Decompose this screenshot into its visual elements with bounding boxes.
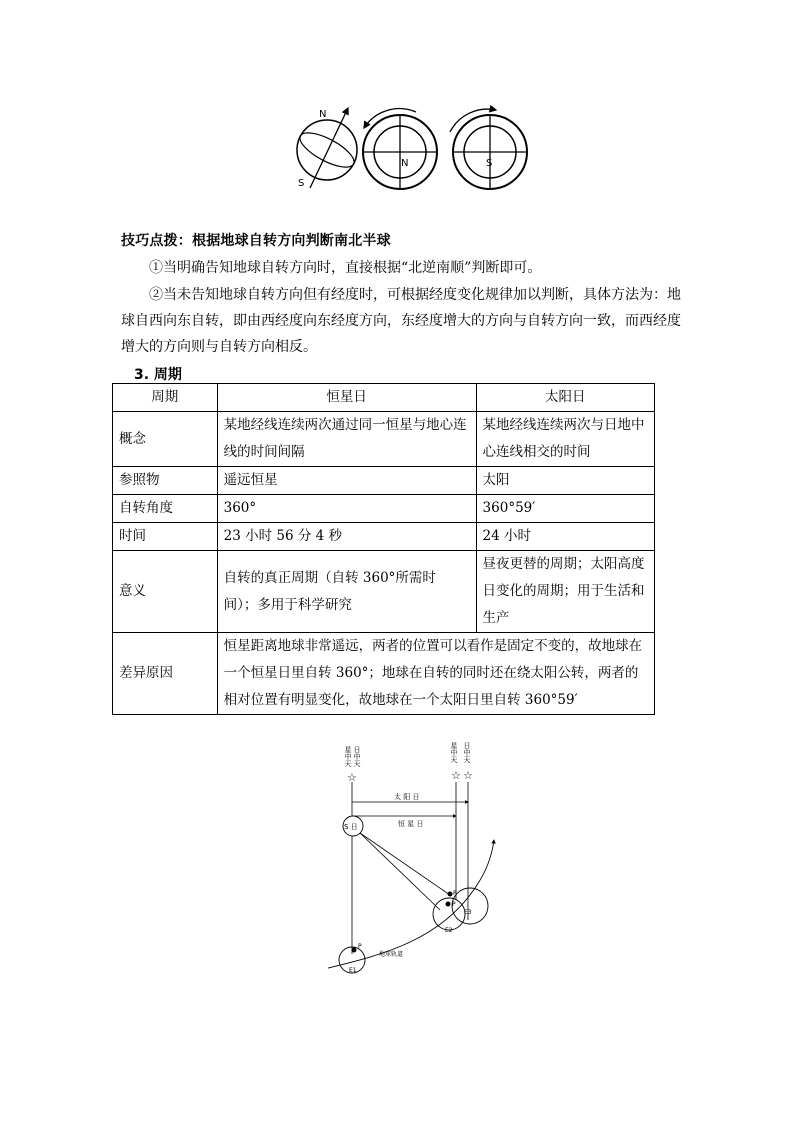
header-cell: 周期	[113, 384, 218, 412]
table-cell: 23 小时 56 分 4 秒	[217, 523, 476, 551]
star-icon: ☆	[463, 769, 473, 782]
row-label: 自转角度	[113, 495, 218, 523]
north-pole-globe	[363, 109, 437, 189]
table-cell: 遥远恒星	[217, 467, 476, 495]
table-cell: 某地经线连续两次通过同一恒星与地心连线的时间间隔	[217, 412, 476, 467]
table-cell: 自转的真正周期（自转 360°所需时间）；多用于科学研究	[217, 551, 476, 633]
tip-paragraph-1: ①当明确告知地球自转方向时，直接根据“北逆南顺”判断即可。	[149, 260, 542, 276]
globe1-north-label: N	[319, 109, 327, 120]
section-heading: 3. 周期	[134, 367, 182, 383]
table-row	[113, 633, 655, 715]
tip-heading: 技巧点拨：根据地球自转方向判断南北半球	[121, 233, 391, 249]
row-label: 概念	[113, 412, 218, 467]
tilted-globe	[295, 108, 358, 189]
table-cell: 某地经线连续两次与日地中心连线相交的时间	[476, 412, 654, 467]
table-row	[113, 551, 655, 633]
table-header-row	[113, 384, 655, 412]
star-label-right-1: 星中天	[450, 742, 458, 763]
sidereal-day-label: 恒 星 日	[398, 820, 424, 828]
star-label-left-2: 日中天	[353, 746, 361, 767]
tip-paragraph-2: ②当未告知地球自转方向但有经度时，可根据经度变化规律加以判断，具体方法为：地球自西向东自转，即由西经度向东经度方向，东经度增大的方向与自转方向一致，而西经度增大的方向则与自转方向相反。	[121, 287, 681, 355]
point-p1: P	[358, 943, 362, 950]
row-label: 时间	[113, 523, 218, 551]
rotation-direction-figure	[290, 100, 540, 196]
earth-e3	[452, 888, 488, 924]
globe2-label: N	[401, 158, 409, 169]
table-cell: 太阳	[476, 467, 654, 495]
star-label-left-1: 星中天	[344, 746, 352, 767]
globe3-label: S	[486, 158, 493, 169]
star-icon: ☆	[451, 769, 461, 782]
row-label: 参照物	[113, 467, 218, 495]
table-row	[113, 523, 655, 551]
globe1-south-label: S	[298, 178, 305, 189]
table-row	[113, 467, 655, 495]
star-icon: ☆	[347, 771, 357, 784]
header-cell: 恒星日	[217, 384, 476, 412]
table-row	[113, 412, 655, 467]
sidereal-solar-day-diagram	[322, 740, 512, 988]
sun-label: S 日	[344, 823, 358, 831]
period-table	[112, 383, 655, 715]
table-cell: 昼夜更替的周期；太阳高度日变化的周期；用于生活和生产	[476, 551, 654, 633]
earth-label-e3: E3	[464, 909, 472, 916]
table-row	[113, 495, 655, 523]
row-label: 意义	[113, 551, 218, 633]
solar-day-label: 太 阳 日	[394, 793, 420, 801]
row-label: 差异原因	[113, 633, 218, 715]
point-p3: P	[452, 901, 456, 908]
header-cell: 太阳日	[476, 384, 654, 412]
point-p2: P	[453, 890, 457, 897]
earth-label-e2: E2	[445, 927, 453, 934]
south-pole-globe	[450, 109, 527, 189]
table-cell-merged: 恒星距离地球非常遥远，两者的位置可以看作是固定不变的，故地球在一个恒星日里自转 360°；地球在自转的同时还在绕太阳公转，两者的相对位置有明显变化，故地球在一个太阳日里自转 360°59′	[217, 633, 654, 715]
star-label-right-2: 日中天	[463, 742, 471, 763]
orbit-label: 地球轨道	[379, 951, 404, 958]
table-cell: 360°59′	[476, 495, 654, 523]
table-cell: 24 小时	[476, 523, 654, 551]
earth-label-e1: E1	[349, 967, 357, 974]
table-cell: 360°	[217, 495, 476, 523]
